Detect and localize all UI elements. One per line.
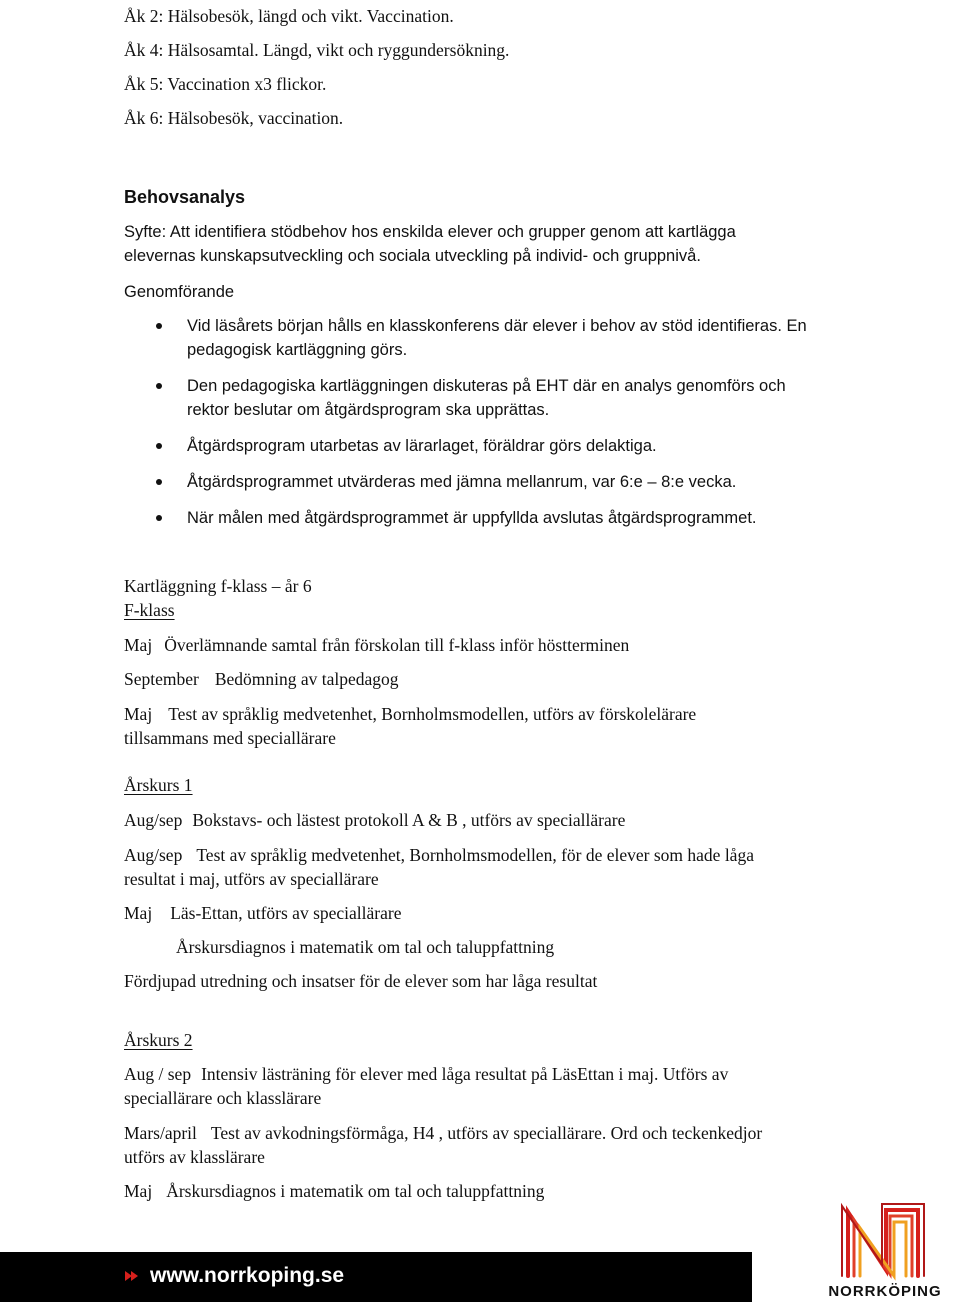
arrow-right-icon — [122, 1265, 144, 1287]
genomforande-label: Genomförande — [124, 283, 235, 301]
row-text-cont: utförs av klasslärare — [124, 1147, 265, 1167]
section-heading-behovsanalys: Behovsanalys — [124, 187, 246, 207]
health-line: Åk 5: Vaccination x3 flickor. — [124, 74, 327, 94]
row-month: Mars/april — [124, 1123, 197, 1143]
row-text: Test av språklig medvetenhet, Bornholmsmodellen, utförs av förskolelärare — [168, 704, 697, 724]
row-month: Aug/sep — [124, 845, 183, 865]
syfte-line: Syfte: Att identifiera stödbehov hos enskilda elever och grupper genom att kartlägga — [124, 223, 736, 241]
row-month: Aug / sep — [124, 1064, 192, 1084]
bullet-text: Åtgärdsprogrammet utvärderas med jämna mellanrum, var 6:e – 8:e vecka. — [187, 473, 737, 491]
health-line: Åk 2: Hälsobesök, längd och vikt. Vaccination. — [124, 6, 454, 26]
row-text: Bedömning av talpedagog — [214, 669, 399, 689]
norrkoping-logo — [790, 1190, 960, 1306]
fklass-row — [124, 667, 864, 691]
ak1-final-line: Fördjupad utredning och insatser för de elever som har låga resultat — [124, 971, 598, 991]
row-text: Årskursdiagnos i matematik om tal och taluppfattning — [166, 1181, 545, 1201]
ak2-row — [124, 1062, 864, 1110]
bullet-icon — [156, 383, 162, 389]
ak2-row — [124, 1179, 864, 1203]
bullet-icon — [156, 323, 162, 329]
bullet-text: Åtgärdsprogram utarbetas av lärarlaget, föräldrar görs delaktiga. — [187, 437, 657, 455]
ak2-heading: Årskurs 2 — [124, 1030, 193, 1050]
bullet-text: pedagogisk kartläggning görs. — [187, 341, 408, 359]
row-text-cont: speciallärare och klasslärare — [124, 1088, 322, 1108]
logo-wordmark: NORRKÖPING — [828, 1283, 942, 1300]
row-month: Maj — [124, 1181, 153, 1201]
ak1-row — [124, 901, 864, 925]
ak2-row — [124, 1121, 864, 1169]
norrkoping-logo-mark-icon — [790, 1190, 960, 1282]
health-line: Åk 4: Hälsosamtal. Längd, vikt och ryggundersökning. — [124, 40, 510, 60]
list-item — [124, 434, 884, 458]
row-month: Aug/sep — [124, 810, 183, 830]
bullet-text: Den pedagogiska kartläggningen diskuteras på EHT där en analys genomförs och — [187, 377, 786, 395]
ak1-indent-line: Årskursdiagnos i matematik om tal och taluppfattning — [176, 937, 555, 957]
footer-url-link[interactable]: www.norrkoping.se — [150, 1264, 345, 1287]
row-month: Maj — [124, 903, 153, 923]
list-item — [124, 470, 884, 494]
bullet-text: När målen med åtgärdsprogrammet är uppfyllda avslutas åtgärdsprogrammet. — [187, 509, 757, 527]
list-item — [124, 374, 884, 422]
health-visits-list — [124, 4, 864, 130]
syfte-line: elevernas kunskapsutveckling och sociala utveckling på individ- och gruppnivå. — [124, 247, 701, 265]
row-text-cont: tillsammans med speciallärare — [124, 728, 336, 748]
bullet-text: rektor beslutar om åtgärdsprogram ska upprättas. — [187, 401, 550, 419]
footer-bar — [0, 1252, 752, 1302]
fklass-row — [124, 633, 864, 657]
row-month: Maj — [124, 635, 153, 655]
row-text-cont: resultat i maj, utförs av speciallärare — [124, 869, 379, 889]
bullet-text: Vid läsårets början hålls en klasskonferens där elever i behov av stöd identifieras. En — [187, 317, 807, 335]
ak1-row — [124, 843, 864, 891]
row-month: Maj — [124, 704, 153, 724]
fklass-row — [124, 702, 864, 750]
bullet-icon — [156, 479, 162, 485]
ak1-row — [124, 808, 864, 832]
row-text: Test av språklig medvetenhet, Bornholmsmodellen, för de elever som hade låga — [196, 845, 754, 865]
row-text: Intensiv lästräning för elever med låga resultat på LäsEttan i maj. Utförs av — [201, 1064, 729, 1084]
list-item — [124, 314, 884, 362]
health-line: Åk 6: Hälsobesök, vaccination. — [124, 108, 344, 128]
list-item — [124, 506, 884, 530]
row-text: Läs-Ettan, utförs av speciallärare — [170, 903, 402, 923]
bullet-icon — [156, 515, 162, 521]
row-month: September — [124, 669, 199, 689]
row-text: Test av avkodningsförmåga, H4 , utförs av speciallärare. Ord och teckenkedjor — [210, 1123, 763, 1143]
fklass-heading: F-klass — [124, 600, 175, 620]
kartlaggning-title: Kartläggning f-klass – år 6 — [124, 576, 312, 596]
row-text: Bokstavs- och lästest protokoll A & B , utförs av speciallärare — [192, 810, 626, 830]
ak1-heading: Årskurs 1 — [124, 775, 193, 795]
bullet-icon — [156, 443, 162, 449]
row-text: Överlämnande samtal från förskolan till f-klass inför höstterminen — [164, 635, 630, 655]
syfte-paragraph — [124, 220, 864, 268]
genomforande-bullet-list — [124, 314, 884, 530]
